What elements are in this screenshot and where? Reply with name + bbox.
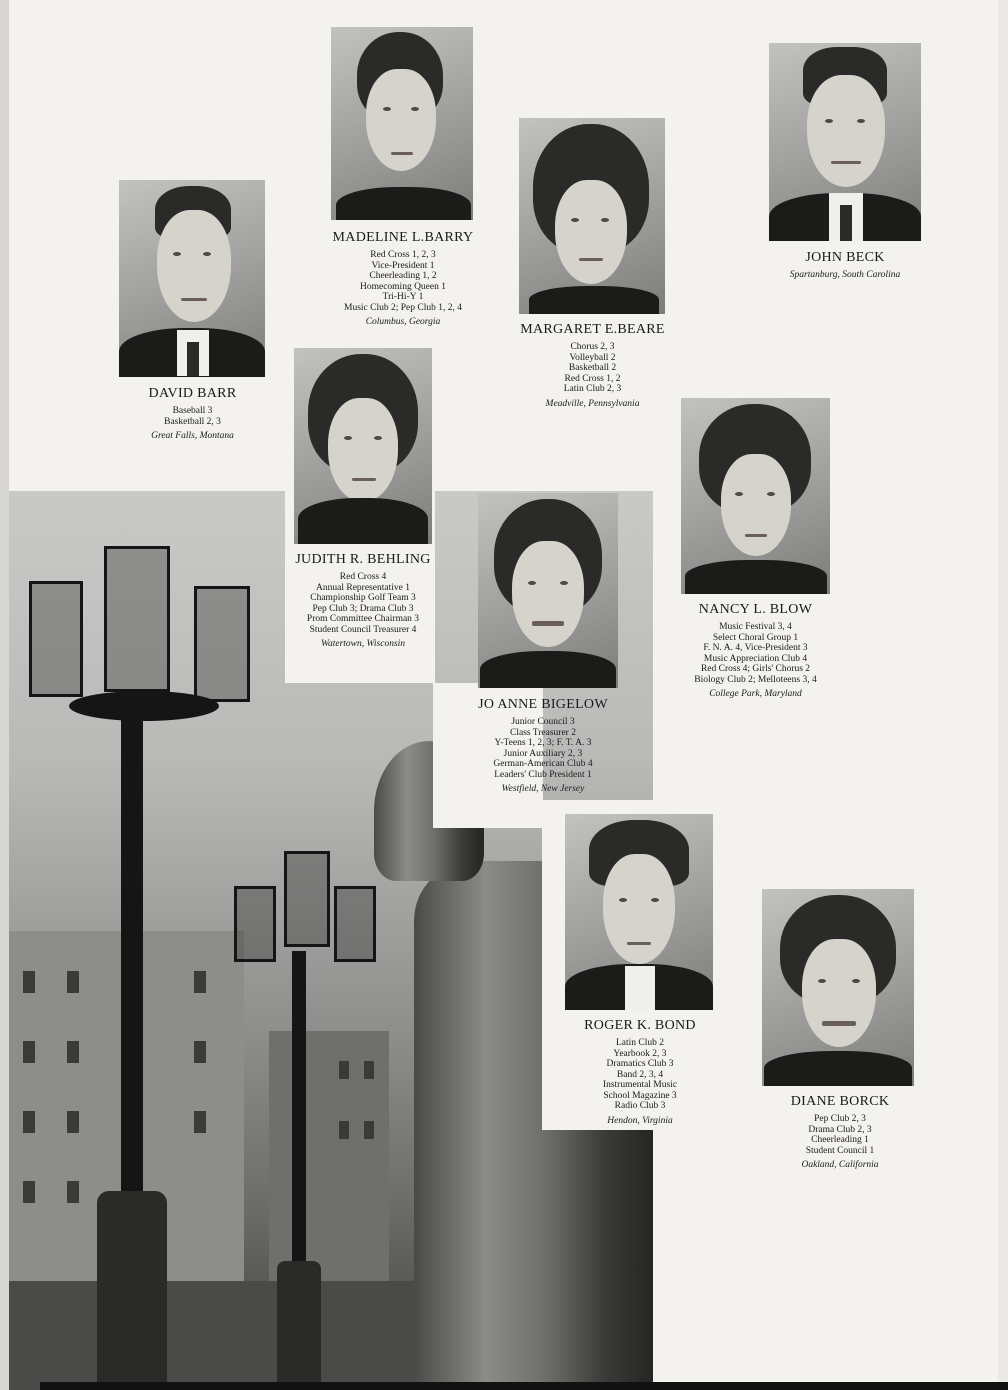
portrait-diane-borck [762,889,914,1086]
entry-david-barr: DAVID BARR Baseball 3 Basketball 2, 3 Great Falls, Montana [110,386,275,441]
entry-roger-bond: ROGER K. BOND Latin Club 2 Yearbook 2, 3 Dramatics Club 3 Band 2, 3, 4 Instrumental Music School Magazine 3 Radio Club 3 Hendon, Virginia [555,1018,725,1126]
hometown: Columbus, Georgia [365,317,441,327]
portrait-david-barr [119,180,265,377]
entry-diane-borck: DIANE BORCK Pep Club 2, 3 Drama Club 2, 3 Cheerleading 1 Student Council 1 Oakland, California [750,1094,930,1170]
student-name: DAVID BARR [148,386,237,401]
student-name: ROGER K. BOND [584,1018,696,1033]
page-bottom-edge [40,1382,1008,1390]
student-name: NANCY L. BLOW [698,602,813,617]
entry-judith-behling: JUDITH R. BEHLING Red Cross 4 Annual Representative 1 Championship Golf Team 3 Pep Club 3; Drama Club 3 Prom Committee Chairman 3 Student Council Treasurer 4 Watertown, Wisconsin [283,552,443,649]
portrait-nancy-blow [681,398,830,594]
lamp-lantern [234,886,276,962]
hometown: Westfield, New Jersey [501,784,585,794]
portrait-madeline-barry [331,27,473,220]
page-right-edge [998,0,1008,1390]
entry-jo-anne-bigelow: JO ANNE BIGELOW Junior Council 3 Class Treasurer 2 Y-Teens 1, 2, 3; F. T. A. 3 Junior Auxiliary 2, 3 German-American Club 4 Leaders' Club President 1 Westfield, New Jersey [458,697,628,794]
lamp-lantern [29,581,83,697]
student-name: JOHN BECK [805,250,885,265]
portrait-john-beck [769,43,921,241]
lamp-lantern [104,546,170,692]
lamp-lantern [284,851,330,947]
student-name: MADELINE L.BARRY [332,230,474,245]
hometown: Spartanburg, South Carolina [789,270,901,280]
student-name: DIANE BORCK [790,1094,890,1109]
lamp-lantern [334,886,376,962]
entry-margaret-beare: MARGARET E.BEARE Chorus 2, 3 Volleyball 2 Basketball 2 Red Cross 1, 2 Latin Club 2, 3 Meadville, Pennsylvania [505,322,680,409]
hometown: College Park, Maryland [709,689,802,699]
entry-nancy-blow: NANCY L. BLOW Music Festival 3, 4 Select Choral Group 1 F. N. A. 4, Vice-President 3 Music Appreciation Club 4 Red Cross 4; Girls' Chorus 2 Biology Club 2; Melloteens 3, 4 College Park, Maryland [668,602,843,699]
lamp-base [97,1191,167,1390]
lamp-base [277,1261,321,1390]
portrait-roger-bond [565,814,713,1010]
hometown: Watertown, Wisconsin [320,639,406,649]
portrait-jo-anne-bigelow [478,493,618,688]
lamp-lantern [194,586,250,702]
lamp-post-large [121,711,143,1271]
hometown: Hendon, Virginia [607,1115,673,1126]
hometown: Meadville, Pennsylvania [545,398,640,409]
student-name: JUDITH R. BEHLING [295,552,431,567]
street-ground [9,1281,429,1390]
student-name: MARGARET E.BEARE [520,322,665,337]
portrait-margaret-beare [519,118,665,314]
entry-madeline-barry: MADELINE L.BARRY Red Cross 1, 2, 3 Vice-President 1 Cheerleading 1, 2 Homecoming Queen 1 Tri-Hi-Y 1 Music Club 2; Pep Club 1, 2, 4 Columbus, Georgia [318,230,488,327]
portrait-judith-behling [294,348,432,544]
student-name: JO ANNE BIGELOW [478,697,608,712]
lamp-crown [69,691,219,721]
page-left-edge [0,0,9,1390]
entry-john-beck [755,250,935,280]
hometown: Oakland, California [801,1160,879,1170]
hometown: Great Falls, Montana [151,431,234,441]
